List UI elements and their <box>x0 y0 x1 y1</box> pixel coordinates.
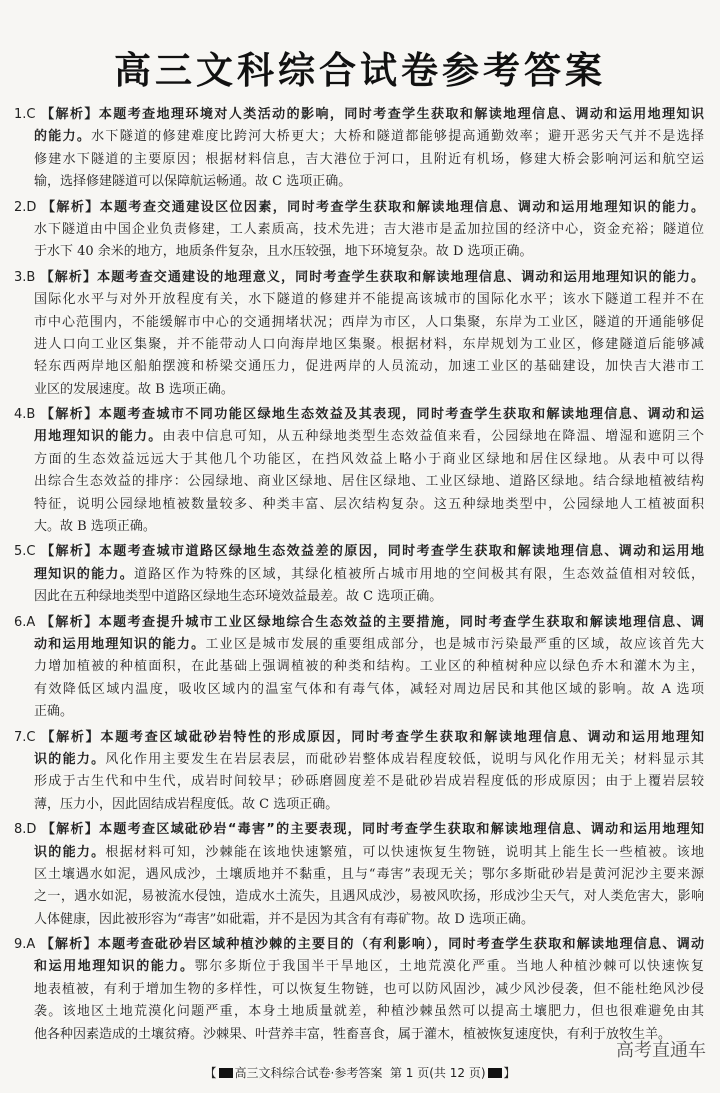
answer-text: 出综合生态效益的排序：公园绿地、商业区绿地、居住区绿地、工业区绿地、道路区绿地。结合绿地植被结构 <box>34 474 704 490</box>
answer-key-point: 本题考查区域砒砂岩特性的形成原因，同时考查学生获取和解读地理信息、调动和运用地理知 <box>100 729 704 745</box>
answer-key-point: 的能力。 <box>34 129 92 145</box>
answer-line <box>14 979 704 1001</box>
answer-text: 他各种因素造成的土壤贫瘠。沙棘果、叶营养丰富，牲畜喜食，属于灌木，植被恢复速度快，有利于放牧生羊。 <box>34 1026 672 1042</box>
answer-key-point: 本题考查提升城市工业区绿地综合生态效益的主要措施，同时考查学生获取和解读地理信息、调 <box>98 614 704 630</box>
answer-text: 地表植被，有利于增加生物的多样性，可以恢复生物链，也可以防风固沙，减少风沙侵袭，但不能杜绝风沙侵 <box>34 981 704 997</box>
answer-number: 8.D <box>14 822 37 838</box>
answer-item <box>14 727 704 817</box>
answer-text: 由表中信息可知，从五种绿地类型生态效益值来看，公园绿地在降温、增湿和遮阴三个 <box>162 429 704 445</box>
answer-text: 水下隧道由中国企业负责修建，工人素质高，技术先进；吉大港市是孟加拉国的经济中心，资金充裕；隧道位 <box>34 221 704 237</box>
answer-line <box>14 909 704 931</box>
answer-line <box>14 564 704 586</box>
analysis-tag: 【解析】 <box>40 269 98 285</box>
footer-doc-name: 高三文科综合试卷·参考答案 <box>234 1066 383 1080</box>
answer-line <box>14 494 704 516</box>
answer-line <box>14 956 704 978</box>
answer-text: 市中心范围内，不能缓解市中心的交通拥堵状况；西岸为市区，人口集聚，东岸为工业区，隧道的开通能够促 <box>34 314 704 330</box>
answer-line <box>14 289 704 311</box>
answer-text: 业区的发展速度。故 B 选项正确。 <box>34 381 234 397</box>
page-footer <box>0 1064 720 1081</box>
answer-line <box>14 149 704 171</box>
answer-text: 水下隧道的修建难度比跨河大桥更大；大桥和隧道都能够提高通勤效率；避开恶劣天气并不是选择 <box>91 129 704 145</box>
answer-key-point: 本题考查城市不同功能区绿地生态效益及其表现，同时考查学生获取和解读地理信息、调动和运 <box>98 407 704 423</box>
answer-line <box>14 934 704 956</box>
footer-bracket-right: 】 <box>503 1066 516 1080</box>
analysis-tag: 【解析】 <box>40 614 99 630</box>
answer-line <box>14 541 704 563</box>
answer-line <box>14 656 704 678</box>
answer-line <box>14 864 704 886</box>
answer-line <box>14 241 704 263</box>
analysis-tag: 【解析】 <box>41 544 99 560</box>
answer-number: 6.A <box>14 614 36 630</box>
answer-text: 正确。 <box>34 704 74 720</box>
answer-number: 5.C <box>14 544 36 560</box>
answer-line <box>14 404 704 426</box>
answer-number: 1.C <box>14 107 36 122</box>
brand-watermark: 高考直通车 <box>616 1040 706 1061</box>
answer-line <box>14 516 704 538</box>
answer-key-point: 动和运用地理知识的能力。 <box>34 636 206 652</box>
answer-text: 工业区是城市发展的重要组成部分，也是城市污染最严重的区域，故应该首先大 <box>205 636 704 652</box>
answer-text: 国际化水平与对外开放程度有关，水下隧道的修建并不能提高该城市的国际化水平；该水下隧道工程并不在 <box>34 292 704 308</box>
answer-text: 大。故 B 选项正确。 <box>34 519 156 535</box>
answer-item <box>14 541 704 608</box>
answer-line <box>14 197 704 219</box>
answer-line <box>14 794 704 816</box>
answer-line <box>14 701 704 723</box>
answer-key-point: 理知识的能力。 <box>34 566 134 582</box>
answer-number: 3.B <box>14 269 36 285</box>
answer-key-point: 和运用地理知识的能力。 <box>34 959 195 975</box>
answer-line <box>14 334 704 356</box>
answer-text: 方面的生态效益远远大于其他几个功能区，在挡风效益上略小于商业区绿地和居住区绿地。从表中可以得 <box>34 451 704 467</box>
answer-key-point: 本题考查地理环境对人类活动的影响，同时考查学生获取和解读地理信息、调动和运用地理知识 <box>98 107 704 122</box>
answer-text: 薄，压力小，因此固结成岩程度低。故 C 选项正确。 <box>34 796 339 812</box>
answer-item <box>14 612 704 724</box>
answer-key-point: 本题考查交通建设区位因素，同时考查学生获取和解读地理信息、调动和运用地理知识的能力。 <box>99 199 704 215</box>
answer-text: 风化作用主要发生在岩层表层，而砒砂岩整体成岩程度较低，说明与风化作用无关；材料显示其 <box>105 751 704 767</box>
answer-line <box>14 1024 704 1046</box>
answer-text: 进人口向工业区集聚，并不能带动人口向海岸地区集聚。根据材料，东岸规划为工业区，修建隧道后能够减 <box>34 336 704 352</box>
answer-line <box>14 771 704 793</box>
answer-line <box>14 586 704 608</box>
answer-line <box>14 171 704 193</box>
analysis-tag: 【解析】 <box>40 407 99 423</box>
answer-line <box>14 727 704 749</box>
answer-key-point: 本题考查区域砒砂岩“毒害”的主要表现，同时考查学生获取和解读地理信息、调动和运用地理知 <box>99 822 704 838</box>
answer-line <box>14 634 704 656</box>
answer-key-point: 用地理知识的能力。 <box>34 429 163 445</box>
answer-text: 袭。该地区土地荒漠化问题严重，本身土地质量就差，种植沙棘虽然可以提高土壤肥力，但也很难避免由其 <box>34 1004 704 1020</box>
answer-key-point: 识的能力。 <box>34 844 106 860</box>
analysis-tag: 【解析】 <box>41 822 100 838</box>
answer-line <box>14 842 704 864</box>
answer-text: 于水下 40 余米的地方，地质条件复杂，且水压较强，地下环境复杂。故 D 选项正确。 <box>34 244 533 260</box>
answer-line <box>14 126 704 148</box>
answer-item <box>14 934 704 1046</box>
footer-page-number: 第 1 页(共 12 页) <box>389 1066 486 1080</box>
answer-text: 力增加植被的种植面积，在此基础上强调植被的种类和结构。工业区的种植树种应以绿色乔木和灌木为主， <box>34 659 704 675</box>
answer-line <box>14 471 704 493</box>
answer-line <box>14 426 704 448</box>
answer-item <box>14 404 704 538</box>
answer-number: 2.D <box>14 199 37 215</box>
answer-key-point: 本题考查交通建设的地理意义，同时考查学生获取和解读地理信息、调动和运用地理知识的能力。 <box>97 269 704 285</box>
answer-line <box>14 219 704 241</box>
answer-key-point: 本题考查砒砂岩区域种植沙棘的主要目的（有利影响），同时考查学生获取和解读地理信息、调动 <box>97 937 704 953</box>
answer-number: 7.C <box>14 729 36 745</box>
analysis-tag: 【解析】 <box>41 107 99 122</box>
answer-list <box>14 104 704 1049</box>
answer-line <box>14 819 704 841</box>
analysis-tag: 【解析】 <box>40 937 98 953</box>
answer-line <box>14 312 704 334</box>
answer-text: 修建水下隧道的主要原因；根据材料信息，吉大港位于河口，且附近有机场，修建大桥会影响河运和航空运 <box>34 151 704 167</box>
answer-key-point: 识的能力。 <box>34 751 106 767</box>
answer-number: 9.A <box>14 937 36 953</box>
answer-text: 道路区作为特殊的区域，其绿化植被所占城市用地的空间极其有限，生态效益值相对较低， <box>133 566 704 582</box>
answer-text: 因此在五种绿地类型中道路区绿地生态环境效益最差。故 C 选项正确。 <box>34 589 443 605</box>
answer-text: 区土壤遇水如泥，遇风成沙，土壤质地并不黏重，且与“毒害”表现无关；鄂尔多斯砒砂岩是黄河泥沙主要来源 <box>34 866 704 882</box>
answer-text: 人体健康，因此被形容为“毒害”如砒霜，并不是因为其含有有毒矿物。故 D 选项正确。 <box>34 911 534 927</box>
answer-item <box>14 267 704 401</box>
answer-item <box>14 104 704 194</box>
answer-number: 4.B <box>14 407 36 423</box>
answer-key-point: 本题考查城市道路区绿地生态效益差的原因，同时考查学生获取和解读地理信息、调动和运用地 <box>98 544 704 560</box>
answer-text: 鄂尔多斯位于我国半干旱地区，土地荒漠化严重。当地人种植沙棘可以快速恢复 <box>194 959 704 975</box>
answer-line <box>14 104 704 126</box>
answer-text: 有效降低区域内温度，吸收区域内的温室气体和有毒气体，减轻对周边居民和其他区域的影响。故 A 选项 <box>34 681 704 697</box>
answer-text: 之一，遇水如泥，易被流水侵蚀，造成水土流失，且遇风成沙，易被风吹扬，形成沙尘天气，对人类危害大，影响 <box>34 889 704 905</box>
answer-line <box>14 267 704 289</box>
answer-text: 输，选择修建隧道可以保障航运畅通。故 C 选项正确。 <box>34 174 352 190</box>
answer-text: 根据材料可知，沙棘能在该地快速繁殖，可以快速恢复生物链，说明其上能生长一些植被。该地 <box>105 844 704 860</box>
answer-text: 形成于古生代和中生代，成岩时间较早；砂砾磨圆度差不是砒砂岩成岩程度低的形成原因；由于上覆岩层较 <box>34 774 704 790</box>
answer-line <box>14 886 704 908</box>
answer-text: 轻东西两岸地区船舶摆渡和桥梁交通压力，促进两岸的人员流动，加速工业区的基础建设，加快吉大港市工 <box>34 359 704 375</box>
analysis-tag: 【解析】 <box>41 729 101 745</box>
answer-line <box>14 449 704 471</box>
answer-line <box>14 356 704 378</box>
page-title: 高三文科综合试卷参考答案 <box>114 49 606 92</box>
answer-line <box>14 379 704 401</box>
answer-item <box>14 819 704 931</box>
answer-line <box>14 612 704 634</box>
answer-line <box>14 1001 704 1023</box>
footer-bar-icon <box>488 1068 502 1078</box>
footer-bracket-left: 【 <box>204 1066 217 1080</box>
answer-line <box>14 749 704 771</box>
analysis-tag: 【解析】 <box>41 199 100 215</box>
answer-line <box>14 679 704 701</box>
answer-item <box>14 197 704 264</box>
footer-bar-icon <box>219 1068 233 1078</box>
answer-text: 特征，说明公园绿地植被数量较多、种类丰富、层次结构复杂。这五种绿地类型中，公园绿地人工植被面积 <box>34 496 704 512</box>
